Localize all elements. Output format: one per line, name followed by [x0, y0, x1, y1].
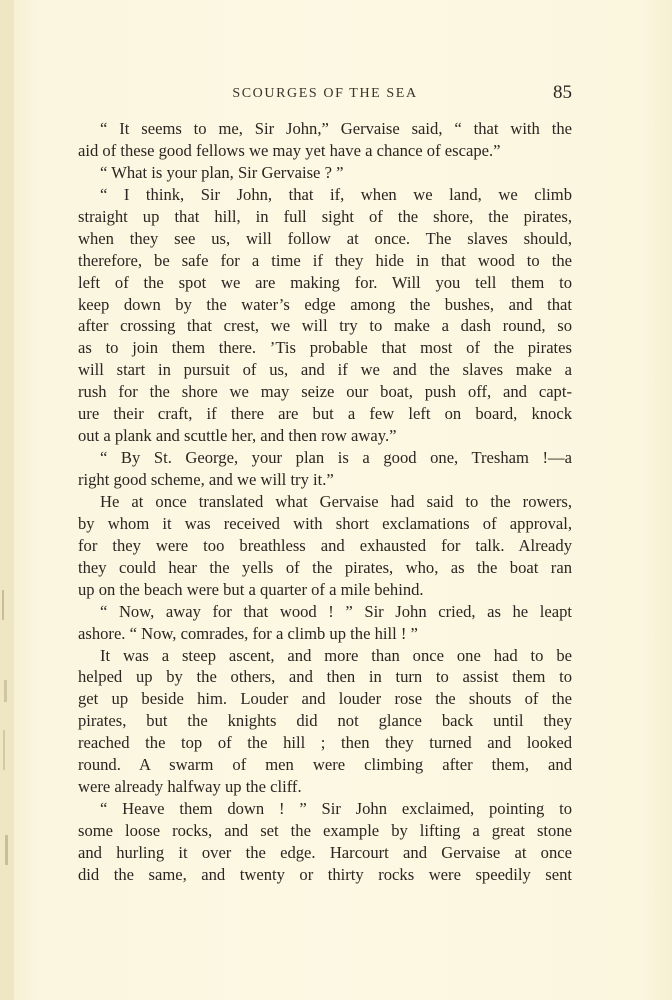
text-line: round. A swarm of men were climbing after them, and	[78, 755, 572, 775]
text-line: He at once translated what Gervaise had said to the rowers,	[100, 491, 572, 511]
text-line: aid of these good fellows we may yet have a chance of escape.”	[78, 140, 501, 160]
text-line: “ It seems to me, Sir John,” Gervaise said, “ that with the	[100, 119, 572, 138]
page-number: 85	[553, 82, 572, 103]
text-line: pirates, but the knights did not glance back until they	[78, 711, 572, 731]
text-line: as to join them there. ’Tis probable that most of the pirates	[78, 338, 572, 358]
text-line: “ Heave them down ! ” Sir John exclaimed, pointing to	[100, 799, 572, 819]
text-line: by whom it was received with short exclamations of approval,	[78, 513, 572, 533]
text-line: “ By St. George, your plan is a good one, Tresham !—a	[100, 448, 572, 468]
text-line: did the same, and twenty or thirty rocks were speedily sent	[78, 864, 572, 884]
text-line: straight up that hill, in full sight of the shore, the pirates,	[78, 206, 572, 226]
text-line: when they see us, will follow at once. The slaves should,	[78, 228, 572, 248]
text-line: will start in pursuit of us, and if we and the slaves make a	[78, 360, 572, 380]
running-title: SCOURGES OF THE SEA	[232, 86, 418, 101]
text-line: left of the spot we are making for. Will you tell them to	[78, 272, 572, 292]
text-line: rush for the shore we may seize our boat, push off, and capt-	[78, 382, 572, 402]
text-line: and hurling it over the edge. Harcourt and Gervaise at once	[78, 842, 572, 862]
text-line: therefore, be safe for a time if they hide in that wood to the	[78, 250, 572, 270]
text-line: ure their craft, if there are but a few left on board, knock	[78, 404, 572, 424]
text-line: were already halfway up the cliff.	[78, 777, 302, 797]
text-line: “ I think, Sir John, that if, when we land, we climb	[100, 184, 572, 204]
text-line: helped up by the others, and then in turn to assist them to	[78, 667, 572, 687]
page-edge-shadow	[0, 0, 14, 1000]
body-text	[78, 118, 572, 886]
text-line: some loose rocks, and set the example by lifting a great stone	[78, 821, 572, 840]
text-line: It was a steep ascent, and more than once one had to be	[100, 645, 572, 665]
text-line: for they were too breathless and exhausted for talk. Already	[78, 535, 572, 555]
text-line: keep down by the water’s edge among the bushes, and that	[78, 294, 572, 314]
text-line: “ What is your plan, Sir Gervaise ? ”	[100, 162, 344, 182]
text-line: right good scheme, and we will try it.”	[78, 470, 334, 489]
text-line: up on the beach were but a quarter of a mile behind.	[78, 579, 424, 599]
text-line: out a plank and scuttle her, and then row away.”	[78, 426, 397, 446]
text-line: get up beside him. Louder and louder rose the shouts of the	[78, 689, 572, 709]
text-line: reached the top of the hill ; then they turned and looked	[78, 733, 572, 753]
running-head	[78, 82, 572, 106]
text-line: after crossing that crest, we will try to make a dash round, so	[78, 316, 572, 336]
text-line: ashore. “ Now, comrades, for a climb up the hill ! ”	[78, 623, 418, 643]
text-line: “ Now, away for that wood ! ” Sir John cried, as he leapt	[100, 601, 572, 621]
text-line: they could hear the yells of the pirates, who, as the boat ran	[78, 557, 572, 577]
